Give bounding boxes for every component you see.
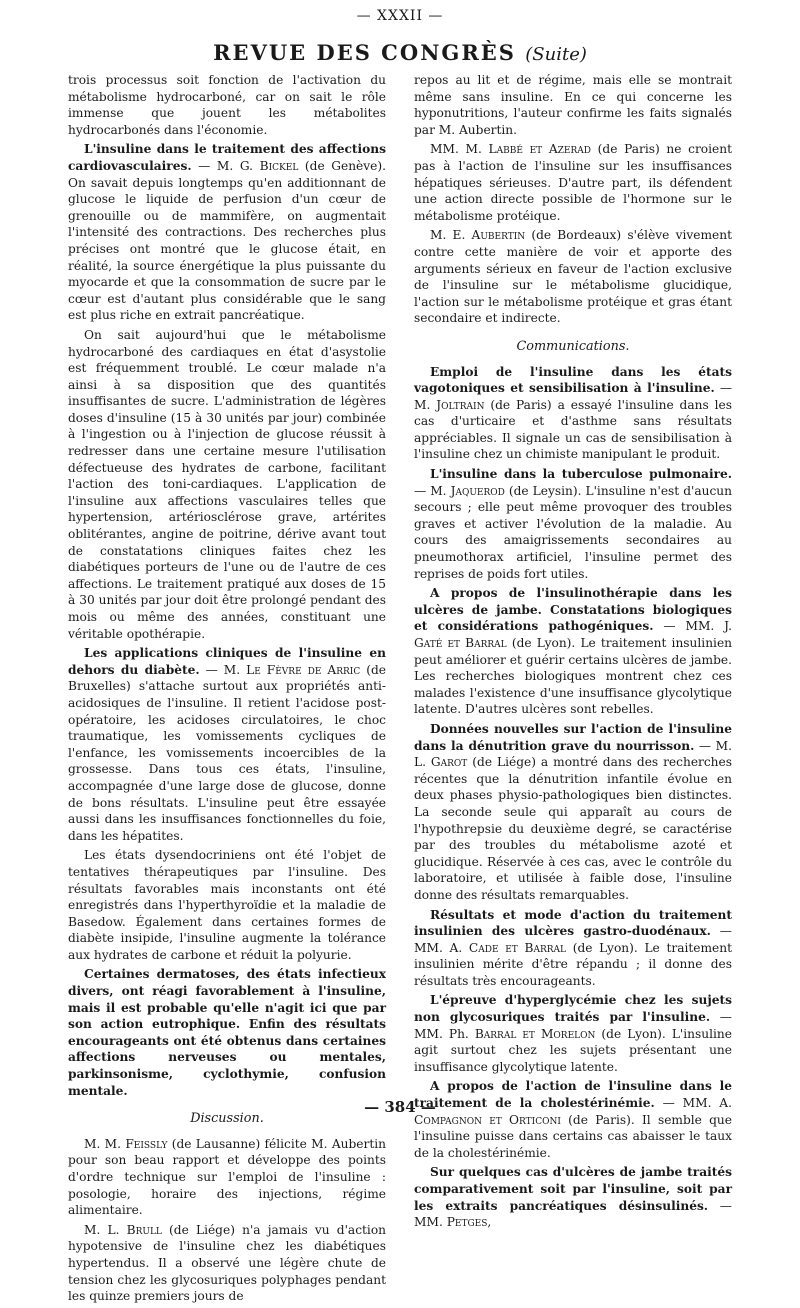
- author-name: Joltrain: [436, 397, 485, 412]
- paragraph: repos au lit et de régime, mais elle se montrait même sans insuline. En ce qui concerne les hyponutritions, l'auteur confirme les faits signalés par M. Aubertin.: [414, 73, 732, 137]
- author-name: Petges,: [446, 1215, 492, 1230]
- paragraph: Les états dysendocriniens ont été l'objet de tentatives thérapeutiques par l'insuline. Des résultats favorables mais inconstants ont été enregistrés dans l'hyperthyroïdie et la maladie de Basedow. Également dans certaines formes de diabète insipide, l'insuline augmente la tolérance aux hydrates de carbone et réduit la polyurie.: [68, 848, 386, 962]
- right-column: [414, 72, 732, 1234]
- paragraph-text: (de Leysin). L'insuline n'est d'aucun secours ; elle peut même provoquer des troubles graves et activer l'évolution de la maladie. Au cours des amaigrissements secondaires au pneumothorax artificiel, l'insuline permet des reprises de poids fort utiles.: [414, 483, 732, 581]
- section-title: L'insuline dans le traitement des affections cardiovasculaires.: [68, 142, 386, 173]
- paragraph-text: (de Paris). Il semble que l'insuline puisse dans certains cas abaisser le taux de la cholestérinémie.: [414, 1112, 732, 1160]
- paragraph-text: (de Lyon). L'insuline agit surtout chez les sujets présentant une insuffisance glycolytique latente.: [414, 1026, 732, 1074]
- paragraph: Certaines dermatoses, des états infectieux divers, ont réagi favorablement à l'insuline, mais il est probable qu'elle n'agit ici que par son action eutrophique. Enfin des résultats encourageants ont été obtenus dans certaines affections nerveuses ou mentales, parkinsonisme, cyclothymie, confusion mentale.: [68, 967, 386, 1098]
- author-name: Le Fèvre de Arric: [246, 662, 361, 677]
- section-title: Les applications cliniques de l'insuline en dehors du diabète.: [68, 646, 386, 677]
- author-name: M. E. Aubertin: [430, 228, 526, 243]
- paragraph: [68, 1136, 386, 1219]
- paragraph: [414, 992, 732, 1075]
- paragraph: [414, 466, 732, 582]
- running-title-suffix: (Suite): [525, 44, 587, 65]
- communications-heading: Communications.: [516, 338, 630, 354]
- dash: — M.: [199, 662, 247, 677]
- section-title: Sur quelques cas d'ulcères de jambe traités comparativement soit par l'insuline, soit par les extraits pancréatiques désinsulinés.: [414, 1165, 732, 1213]
- page-number-top: — XXXII —: [356, 8, 444, 24]
- paragraph: [68, 1222, 386, 1305]
- discussion-heading: Discussion.: [190, 1111, 264, 1127]
- dash: — MM.: [414, 1198, 732, 1230]
- author-name: Bickel: [259, 158, 299, 173]
- paragraph-text: (de Bordeaux) s'élève vivement contre cette manière de voir et apporte des arguments sérieux en faveur de l'action exclusive de l'insuline sur le métabolisme glucidique, l'action sur le métabolisme protéique et gras étant secondaire et indirecte.: [414, 228, 732, 326]
- section-title: L'épreuve d'hyperglycémie chez les sujets non glycosuriques traités par l'insuline.: [414, 993, 732, 1025]
- dash: — M.: [414, 381, 733, 412]
- paragraph: [414, 141, 732, 224]
- paragraph-text: (de Bruxelles) s'attache surtout aux propriétés anti-acidosiques de l'insuline. Il retient l'acidose post-opératoire, les acidoses circulatoires, le choc traumatique, les vomissements cycliques de l'enfance, les vomissements incoercibles de la grossesse. Dans tous ces états, l'insuline, accompagnée d'une large dose de glucose, donne de bons résultats. L'insuline peut être essayée aussi dans les insuffisances fonctionnelles du foie, dans les hépatites.: [68, 662, 386, 843]
- author-name: MM. M. Labbé et Azerad: [430, 142, 591, 157]
- section-title: Données nouvelles sur l'action de l'insuline dans la dénutrition grave du nourrisson.: [414, 721, 732, 753]
- paragraph: [414, 585, 732, 718]
- dash: — MM. A.: [654, 1096, 732, 1111]
- paragraph-text: (de Lyon). Le traitement insulinien peut améliorer et guérir certains ulcères de jambe. Les recherches biologiques montrent chez ces malades l'existence d'une insuffisance glycolytique latente. D'autres ulcères sont rebelles.: [414, 636, 733, 717]
- running-title-main: REVUE DES CONGRÈS: [213, 40, 516, 65]
- paragraph-text: (de Liége) n'a jamais vu d'action hypotensive de l'insuline chez les diabétiques hypertendus. Il a observé une légère chute de tension chez les glycosuriques polyphages pendant les quinze premiers jours de: [68, 1222, 387, 1304]
- dash: — M. L.: [414, 738, 732, 770]
- section-title: Résultats et mode d'action du traitement insulinien des ulcères gastro-duodénaux.: [414, 907, 732, 939]
- dash: — M.: [414, 483, 451, 498]
- paragraph-text: (de Genève). On savait depuis longtemps qu'en additionnant de glucose le liquide de perfusion d'un cœur de grenouille ou de mammifère, on augmentait l'intensité des contractions. Des recherches plus précises ont montré que le glucose était, en réalité, la source énergétique la plus puissante du myocarde et que la consommation de sucre par le cœur est d'autant plus considérable que le sang est plus riche en extrait pancréatique.: [68, 158, 386, 323]
- section-title: L'insuline dans la tuberculose pulmonaire.: [430, 467, 732, 482]
- section-title: A propos de l'action de l'insuline dans le traitement de la cholestérinémie.: [414, 1079, 732, 1111]
- section-title: A propos de l'insulinothérapie dans les ulcères de jambe. Constatations biologiques et considérations pathogéniques.: [414, 586, 732, 634]
- paragraph-text: (de Lyon). Le traitement insulinien mérite d'être répandu ; il donne des résultats très encourageants.: [414, 940, 732, 988]
- author-name: M. M. Feissly: [84, 1136, 168, 1151]
- dash: — M. G.: [191, 158, 260, 173]
- paragraph: On sait aujourd'hui que le métabolisme hydrocarboné des cardiaques en état d'asystolie est fréquemment troublé. Le cœur malade n'a ainsi à sa disposition que des quantités insuffisantes de sucre. L'administration de légères doses d'insuline (15 à 30 unités par jour) combinée à l'ingestion ou à l'injection de glucose réussit à redresser dans une certaine mesure l'utilisation défectueuse des hydrates de carbone, facilitant l'action des toni-cardiaques. L'application de l'insuline aux affections vasculaires telles que hypertension, artériosclérose grave, artérites oblitérantes, angine de poitrine, dérive avant tout de constatations cliniques faites chez les diabétiques porteurs de l'une ou de l'autre de ces affections. Le traitement pratiqué aux doses de 15 à 30 unités par jour doit être prolongé pendant des mois ou même des années, constituant une véritable opothérapie.: [68, 327, 386, 641]
- author-name: Cade et Barral: [468, 940, 566, 955]
- author-name: M. L. Brull: [84, 1222, 162, 1237]
- paragraph: [68, 141, 386, 324]
- paragraph: [414, 1078, 732, 1161]
- paragraph-text: (de Paris) a essayé l'insuline dans les cas d'urticaire et d'asthme sans résultats appréciables. Il signale un cas de sensibilisation à l'insuline chez un chimiste manipulant le produit.: [414, 397, 732, 462]
- section-title: Emploi de l'insuline dans les états vagotoniques et sensibilisation à l'insuline.: [414, 364, 732, 396]
- paragraph: trois processus soit fonction de l'activation du métabolisme hydrocarboné, car on sait le rôle immense que jouent les métabolites hydrocarbonés dans l'économie.: [68, 73, 386, 137]
- paragraph: [414, 227, 732, 327]
- dash: — MM. J.: [653, 619, 732, 634]
- paragraph-text: (de Paris) ne croient pas à l'action de l'insuline sur les insuffisances hépatiques sérieuses. D'autre part, ils défendent une action directe possible de l'hormone sur le métabolisme protéique.: [414, 142, 732, 223]
- paragraph: [414, 364, 732, 464]
- author-name: Compagnon et Orticoni: [414, 1112, 561, 1127]
- page-number-bottom: — 384 —: [364, 1098, 436, 1116]
- paragraph: [414, 721, 732, 904]
- paragraph-text: (de Liége) a montré dans des recherches récentes que la dénutrition infantile évolue en deux phases physio-pathologiques bien distinctes. La seconde seule qui apparaît au cours de l'hypothrepsie du deuxième degré, se caractérise par des troubles du métabolisme azoté et glucidique. Réservée à ces cas, avec le contrôle du laboratoire, et utilisée à faible dose, l'insuline donne des résultats remarquables.: [414, 755, 733, 902]
- paragraph-text: (de Lausanne) félicite M. Aubertin pour son beau rapport et développe des points d'ordre technique sur l'emploi de l'insuline : posologie, horaire des injections, régime alimentaire.: [68, 1136, 386, 1218]
- paragraph: [68, 645, 386, 844]
- paragraph: [414, 1164, 732, 1230]
- paragraph: [414, 907, 732, 990]
- author-name: Gaté et Barral: [414, 636, 507, 650]
- running-title: [0, 40, 800, 65]
- author-name: Garot: [430, 755, 468, 770]
- dash: — MM. A.: [414, 924, 732, 955]
- author-name: Barral et Morelon: [474, 1026, 596, 1041]
- left-column: [68, 72, 386, 1308]
- author-name: Jaquerod: [450, 483, 505, 498]
- dash: — MM. Ph.: [414, 1010, 732, 1041]
